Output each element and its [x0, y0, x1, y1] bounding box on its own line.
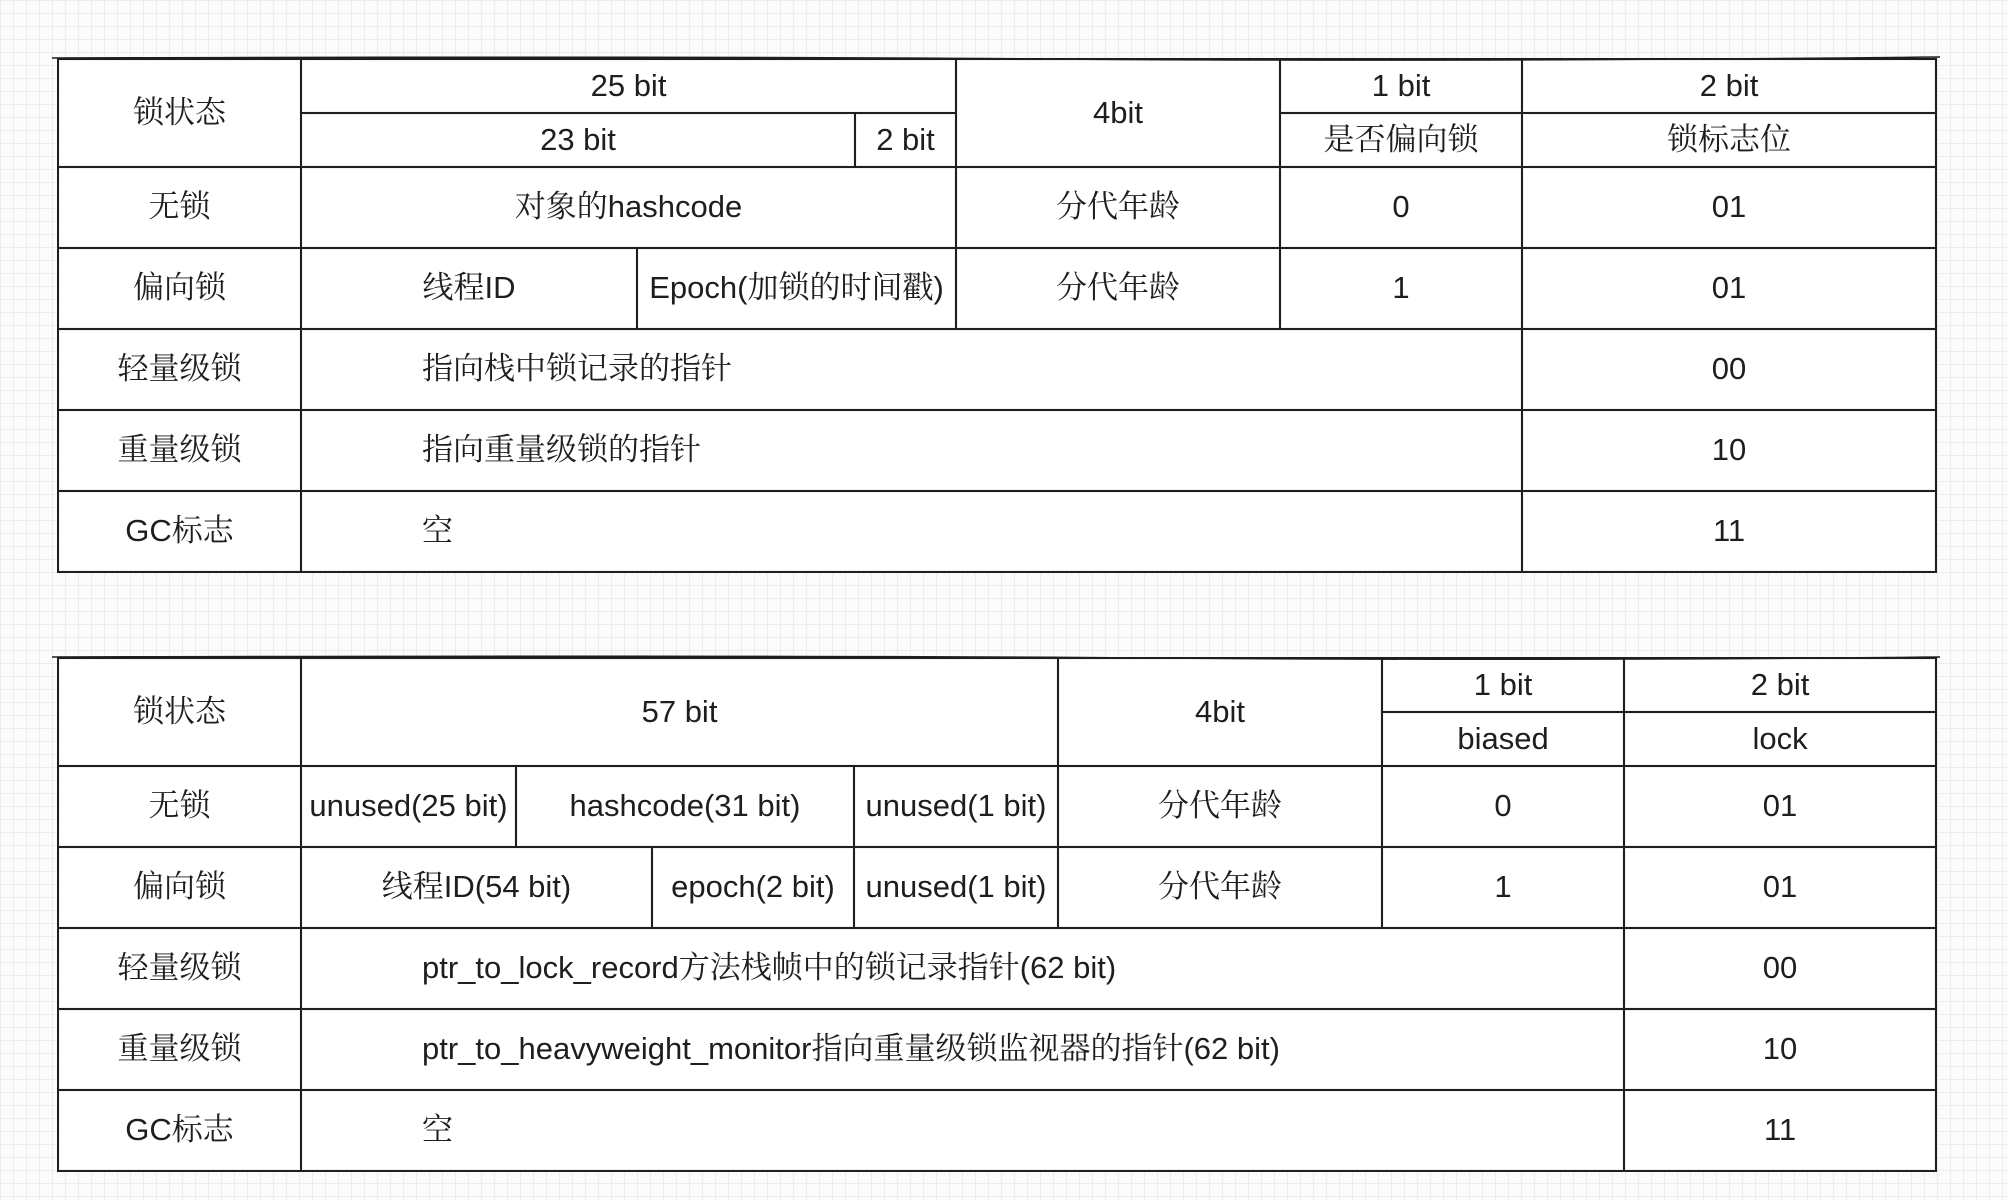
cell-lock-record-pointer: 指向栈中锁记录的指针	[301, 329, 1522, 410]
state-heavyweight: 重量级锁	[58, 410, 301, 491]
cell-hashcode: 对象的hashcode	[301, 167, 956, 248]
cell-unused-1: unused(1 bit)	[854, 766, 1058, 847]
cell-biased: 0	[1280, 167, 1522, 248]
cell-age: 分代年龄	[956, 248, 1280, 329]
header-1-bit: 1 bit	[1382, 658, 1624, 712]
table-row	[58, 248, 1936, 329]
cell-flag: 00	[1522, 329, 1936, 410]
state-unlocked: 无锁	[58, 167, 301, 248]
header-2-bit-sub: 2 bit	[855, 113, 956, 167]
table-row	[58, 1009, 1936, 1090]
cell-flag: 11	[1522, 491, 1936, 572]
state-biased: 偏向锁	[58, 847, 301, 928]
header-2-bit: 2 bit	[1522, 59, 1936, 113]
table-row	[58, 167, 1936, 248]
cell-biased: 1	[1280, 248, 1522, 329]
table-row	[58, 1090, 1936, 1171]
cell-biased: 0	[1382, 766, 1624, 847]
cell-empty: 空	[301, 1090, 1624, 1171]
header-biased-flag: 是否偏向锁	[1280, 113, 1522, 167]
cell-lock-record-pointer: ptr_to_lock_record方法栈帧中的锁记录指针(62 bit)	[301, 928, 1624, 1009]
cell-age: 分代年龄	[956, 167, 1280, 248]
cell-flag: 10	[1624, 1009, 1936, 1090]
mark-word-32bit-table	[57, 58, 1935, 572]
cell-flag: 01	[1624, 766, 1936, 847]
table-row	[58, 766, 1936, 847]
state-gc-mark: GC标志	[58, 491, 301, 572]
state-gc-mark: GC标志	[58, 1090, 301, 1171]
header-23-bit: 23 bit	[301, 113, 855, 167]
header-25-bit: 25 bit	[301, 59, 956, 113]
mark-word-64bit-table	[57, 657, 1935, 1171]
cell-thread-id: 线程ID(54 bit)	[301, 847, 652, 928]
header-4-bit: 4bit	[1058, 658, 1382, 766]
state-unlocked: 无锁	[58, 766, 301, 847]
table-row	[58, 410, 1936, 491]
header-lock-flag: lock	[1624, 712, 1936, 766]
cell-flag: 01	[1522, 248, 1936, 329]
state-lightweight: 轻量级锁	[58, 928, 301, 1009]
cell-hashcode: hashcode(31 bit)	[516, 766, 854, 847]
state-biased: 偏向锁	[58, 248, 301, 329]
header-lock-state: 锁状态	[58, 658, 301, 766]
table-row	[58, 491, 1936, 572]
cell-monitor-pointer: ptr_to_heavyweight_monitor指向重量级锁监视器的指针(62 bit)	[301, 1009, 1624, 1090]
cell-flag: 11	[1624, 1090, 1936, 1171]
table-row	[58, 847, 1936, 928]
cell-unused-25: unused(25 bit)	[301, 766, 516, 847]
cell-flag: 01	[1522, 167, 1936, 248]
cell-flag: 01	[1624, 847, 1936, 928]
header-lock-state: 锁状态	[58, 59, 301, 167]
cell-epoch: epoch(2 bit)	[652, 847, 854, 928]
header-57-bit: 57 bit	[301, 658, 1058, 766]
cell-thread-id: 线程ID	[301, 248, 637, 329]
cell-monitor-pointer: 指向重量级锁的指针	[301, 410, 1522, 491]
cell-age: 分代年龄	[1058, 847, 1382, 928]
header-lock-flag: 锁标志位	[1522, 113, 1936, 167]
cell-flag: 00	[1624, 928, 1936, 1009]
state-heavyweight: 重量级锁	[58, 1009, 301, 1090]
table-row	[58, 329, 1936, 410]
cell-biased: 1	[1382, 847, 1624, 928]
cell-unused-1: unused(1 bit)	[854, 847, 1058, 928]
header-4-bit: 4bit	[956, 59, 1280, 167]
header-1-bit: 1 bit	[1280, 59, 1522, 113]
state-lightweight: 轻量级锁	[58, 329, 301, 410]
header-2-bit: 2 bit	[1624, 658, 1936, 712]
cell-empty: 空	[301, 491, 1522, 572]
cell-epoch: Epoch(加锁的时间戳)	[637, 248, 956, 329]
cell-flag: 10	[1522, 410, 1936, 491]
header-biased-flag: biased	[1382, 712, 1624, 766]
table-row	[58, 928, 1936, 1009]
cell-age: 分代年龄	[1058, 766, 1382, 847]
